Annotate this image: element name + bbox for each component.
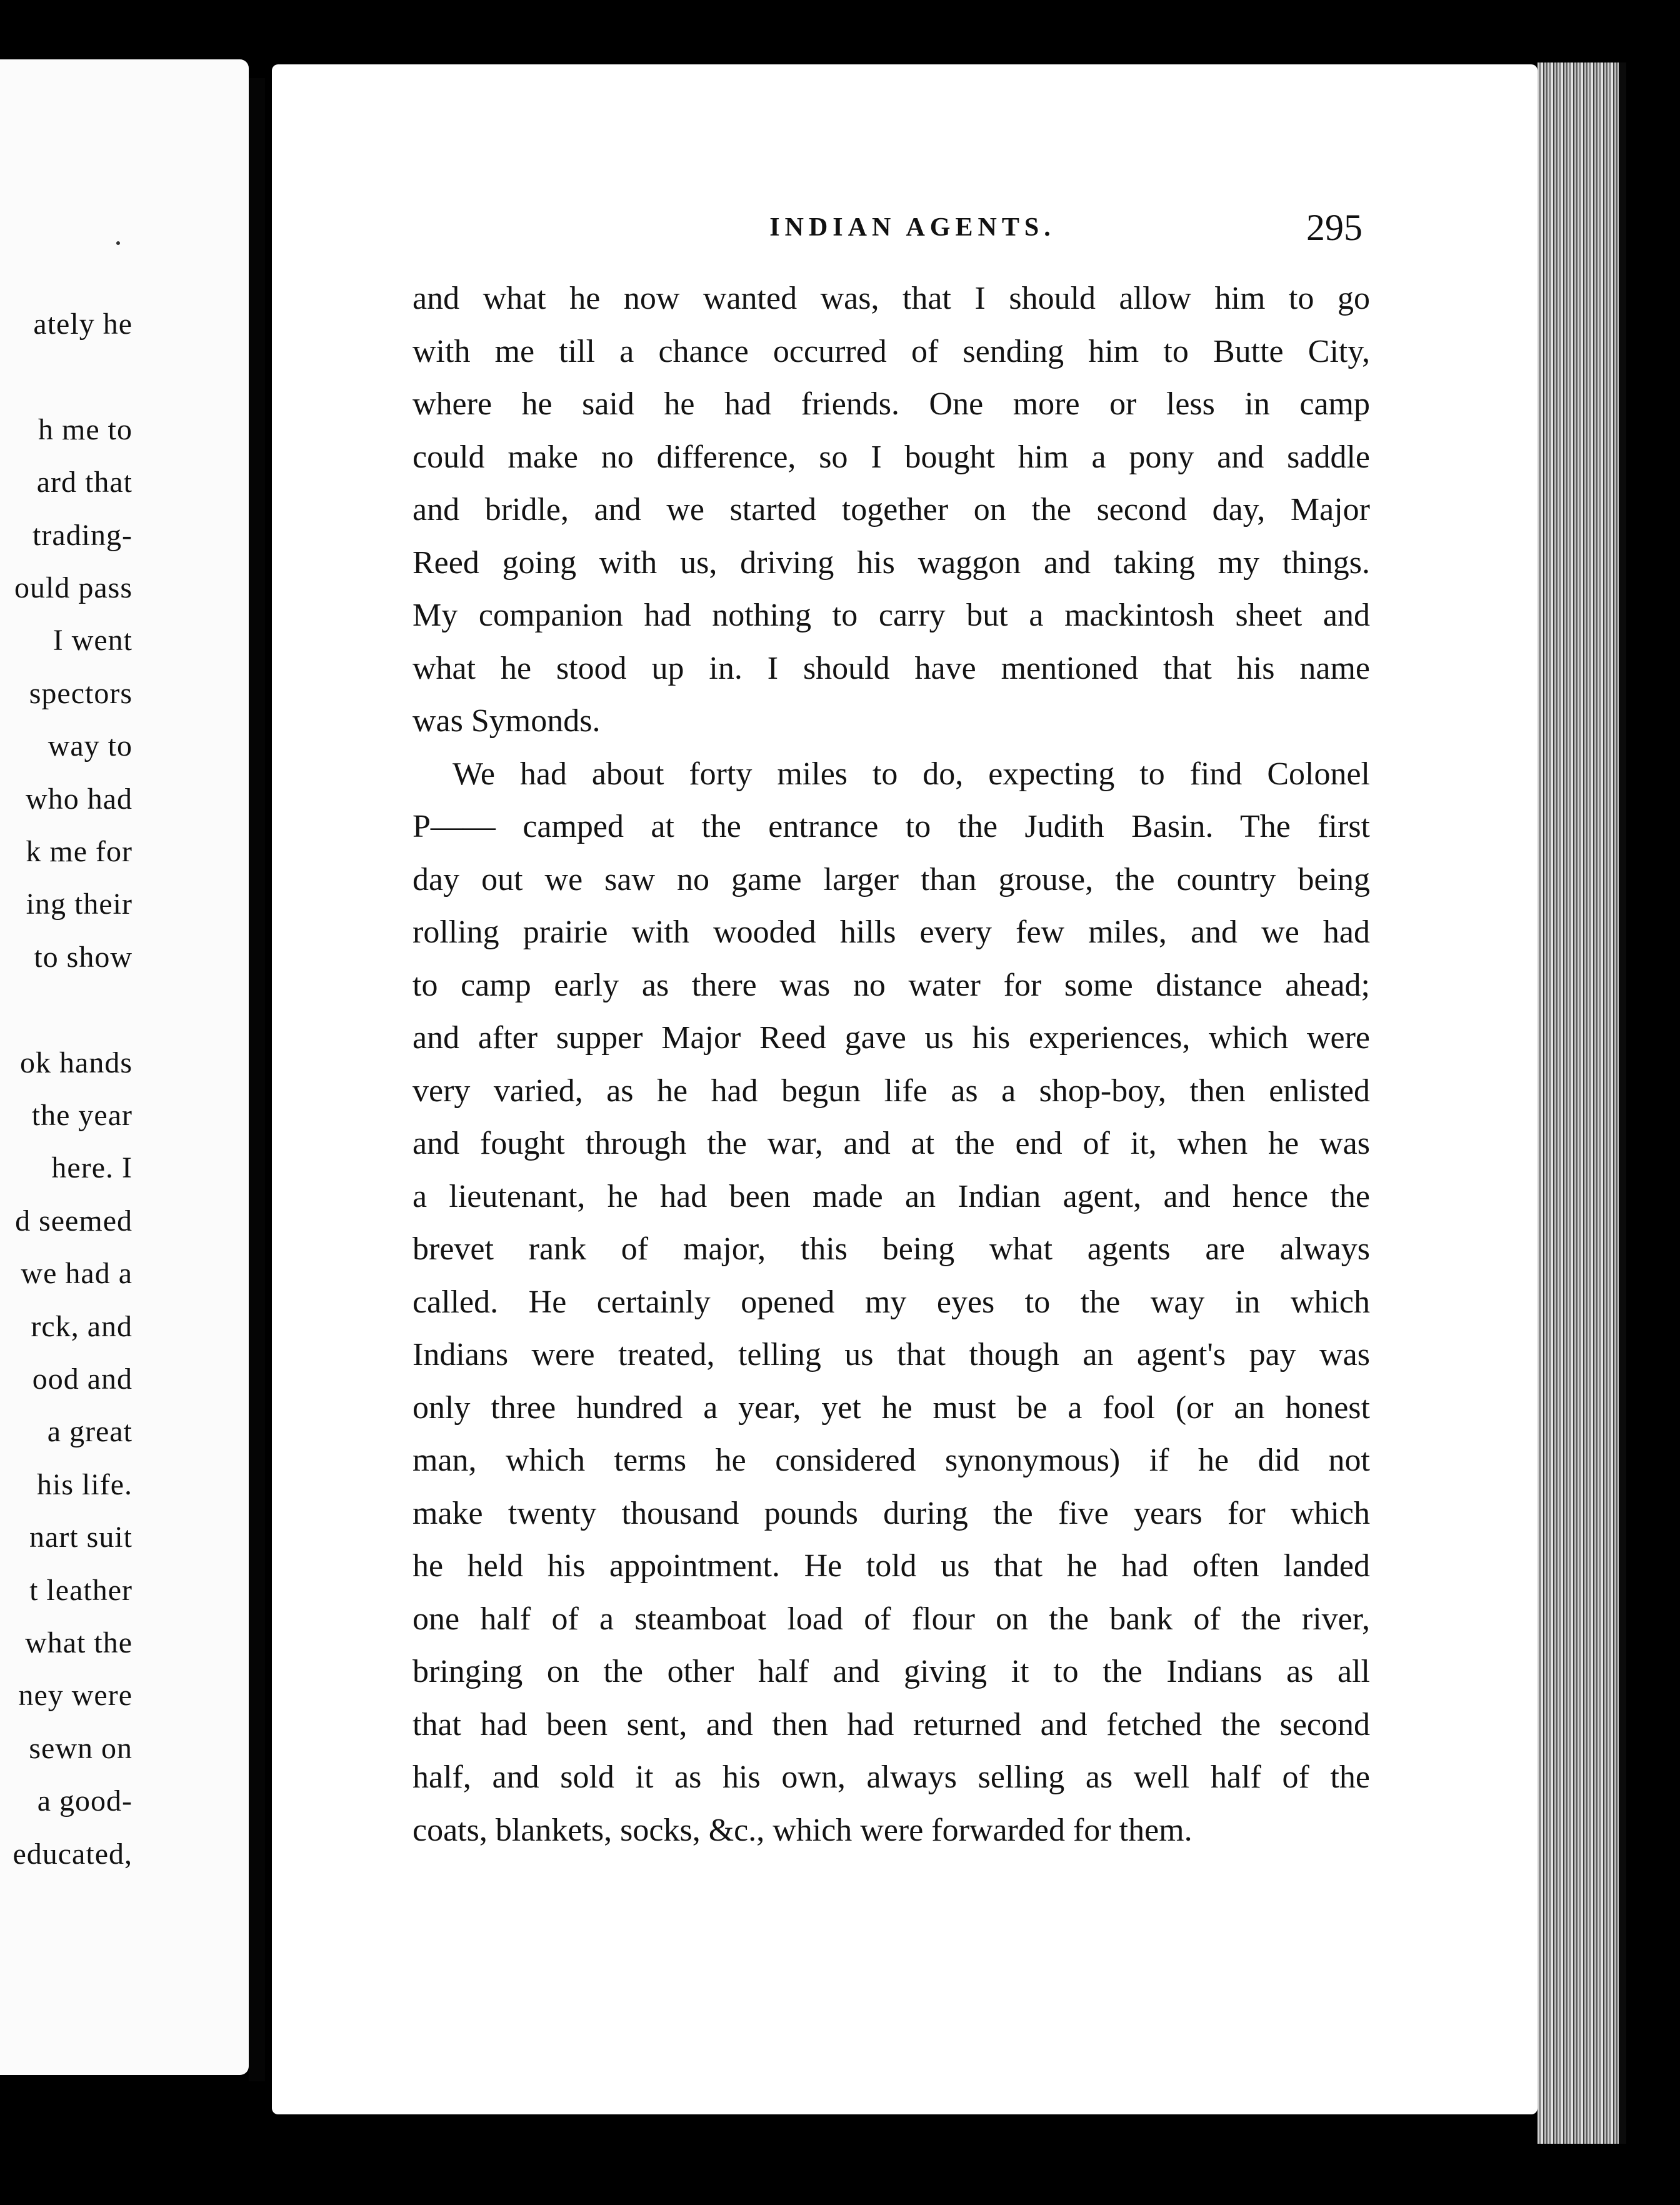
- left-page-fragment: we had a: [21, 1257, 132, 1291]
- text-line: and fought through the war, and at the end of it, when he was: [412, 1126, 1370, 1161]
- left-page-fragment: trading-: [32, 518, 132, 552]
- left-page-fragment: ould pass: [14, 571, 132, 604]
- left-page-fragment: to show: [34, 940, 132, 974]
- text-line: brevet rank of major, this being what agents are always: [412, 1231, 1370, 1267]
- left-page-fragment: h me to: [38, 412, 132, 446]
- page-number: 295: [1306, 207, 1362, 248]
- text-line: Indians were treated, telling us that though an agent's pay was: [412, 1337, 1370, 1372]
- text-line: man, which terms he considered synonymous) if he did not: [412, 1442, 1370, 1478]
- text-line: where he said he had friends. One more or less in camp: [412, 386, 1370, 422]
- left-page-fragment: ately he: [33, 308, 132, 341]
- left-page-fragment: ard that: [36, 466, 132, 499]
- text-line: with me till a chance occurred of sending him to Butte City,: [412, 333, 1370, 369]
- text-line: one half of a steamboat load of flour on the bank of the river,: [412, 1601, 1370, 1637]
- text-line: We had about forty miles to do, expecting to find Colonel: [452, 756, 1370, 792]
- left-page-fragment: ing their: [26, 888, 132, 921]
- book-gutter: [249, 78, 265, 2081]
- text-line: only three hundred a year, yet he must be a fool (or an honest: [412, 1389, 1370, 1426]
- text-line: half, and sold it as his own, always selling as well half of the: [412, 1759, 1370, 1795]
- left-page-fragment: a great: [47, 1415, 132, 1449]
- left-page: [0, 59, 249, 2075]
- left-page-fragment: his life.: [37, 1468, 132, 1501]
- ink-speck: [116, 241, 120, 245]
- left-page-fragment: spectors: [29, 676, 132, 710]
- left-page-fragment: ney were: [18, 1679, 132, 1712]
- running-head: INDIAN AGENTS.: [769, 213, 1056, 242]
- left-page-fragment: educated,: [12, 1837, 132, 1871]
- left-page-fragment: here. I: [51, 1151, 132, 1185]
- left-page-fragment: d seemed: [15, 1204, 132, 1238]
- left-page-fragment: I went: [52, 624, 132, 658]
- text-line: a lieutenant, he had been made an Indian agent, and hence the: [412, 1178, 1370, 1214]
- left-page-fragment: t leather: [29, 1573, 132, 1607]
- text-line: very varied, as he had begun life as a shop-boy, then enlisted: [412, 1072, 1370, 1109]
- text-line: Reed going with us, driving his waggon and taking my things.: [412, 544, 1370, 581]
- left-page-fragment: nart suit: [29, 1521, 132, 1554]
- text-line: could make no difference, so I bought him a pony and saddle: [412, 439, 1370, 475]
- text-line: and bridle, and we started together on the second day, Major: [412, 492, 1370, 528]
- left-page-fragment: k me for: [26, 835, 132, 868]
- text-line: and what he now wanted was, that I should allow him to go: [412, 281, 1370, 316]
- left-page-fragment: who had: [26, 782, 132, 816]
- text-line: and after supper Major Reed gave us his experiences, which were: [412, 1020, 1370, 1056]
- left-page-fragment: rck, and: [31, 1309, 132, 1343]
- left-page-fragment: sewn on: [29, 1731, 132, 1765]
- text-line: rolling prairie with wooded hills every few miles, and we had: [412, 914, 1370, 950]
- left-page-fragment: way to: [48, 729, 132, 763]
- text-line: P—— camped at the entrance to the Judith Basin. The first: [412, 809, 1370, 844]
- text-line: was Symonds.: [412, 703, 601, 739]
- text-line: bringing on the other half and giving it to the Indians as all: [412, 1654, 1370, 1689]
- left-page-fragment: what the: [25, 1626, 132, 1659]
- left-page-fragment: a good-: [37, 1784, 132, 1818]
- left-page-fragment: ood and: [32, 1362, 132, 1396]
- text-line: called. He certainly opened my eyes to the way in which: [412, 1284, 1370, 1320]
- text-line: day out we saw no game larger than grouse, the country being: [412, 861, 1370, 898]
- text-line: to camp early as there was no water for some distance ahead;: [412, 967, 1370, 1003]
- text-line: that had been sent, and then had returned and fetched the second: [412, 1706, 1370, 1742]
- left-page-fragment: the year: [31, 1099, 132, 1132]
- text-line: what he stood up in. I should have mentioned that his name: [412, 650, 1370, 686]
- text-line: My companion had nothing to carry but a mackintosh sheet and: [412, 598, 1370, 633]
- page-edges: [1538, 62, 1619, 2144]
- left-page-text-fragments: [0, 309, 132, 1934]
- text-line: make twenty thousand pounds during the five years for which: [412, 1495, 1370, 1531]
- left-page-fragment: ok hands: [20, 1046, 132, 1079]
- body-text: [412, 272, 1370, 1857]
- text-line: he held his appointment. He told us that he had often landed: [412, 1548, 1370, 1584]
- text-line: coats, blankets, socks, &c., which were forwarded for them.: [412, 1812, 1192, 1848]
